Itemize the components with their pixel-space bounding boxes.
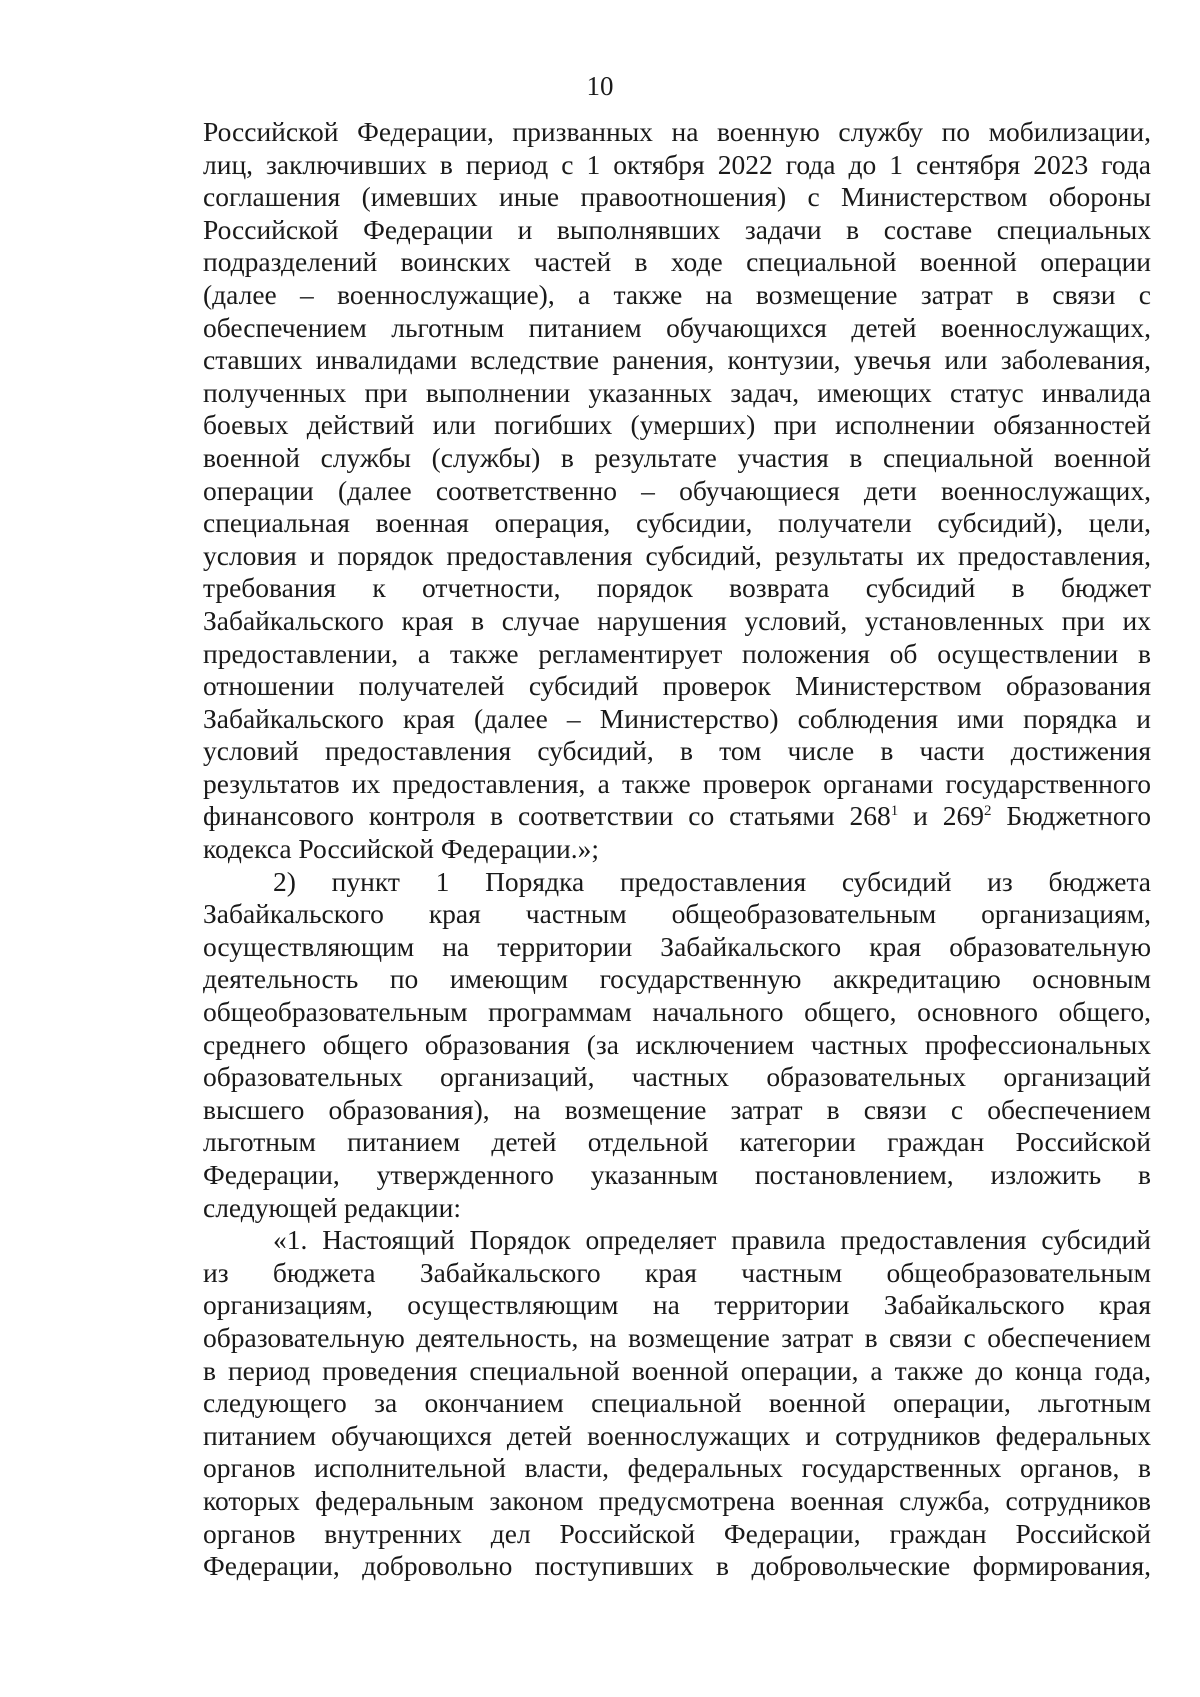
text-line: образовательных организаций, частных образовательных организаций — [203, 1061, 1151, 1093]
text-line: из бюджета Забайкальского края частным общеобразовательным — [203, 1256, 1151, 1288]
text-line: следующего за окончанием специальной военной операции, льготным — [203, 1387, 1151, 1419]
superscript: 1 — [890, 803, 899, 820]
text-line: операции (далее соответственно – обучающиеся дети военнослужащих, — [203, 474, 1151, 506]
text-segment: и 269 — [898, 800, 984, 832]
text-line: соглашения (имевших иные правоотношения) с Министерством обороны — [203, 181, 1151, 213]
text-line: Федерации, утвержденного указанным постановлением, изложить в — [203, 1159, 1151, 1190]
text-line: лиц, заключивших в период с 1 октября 2022 года до 1 сентября 2023 года — [203, 148, 1151, 180]
text-line: Российской Федерации, призванных на военную службу по мобилизации, — [203, 116, 1151, 147]
text-line: условий предоставления субсидий, в том числе в части достижения — [203, 735, 1151, 767]
text-line — [203, 800, 1151, 833]
text-line: Федерации, добровольно поступивших в добровольческие формирования, — [203, 1550, 1151, 1582]
text-line: требования к отчетности, порядок возврата субсидий в бюджет — [203, 572, 1151, 604]
text-line: Забайкальского края частным общеобразовательным организациям, — [203, 898, 1151, 930]
text-line: боевых действий или погибших (умерших) при исполнении обязанностей — [203, 409, 1151, 441]
paragraph — [203, 116, 1151, 866]
paragraph — [203, 866, 1151, 1225]
text-line: «1. Настоящий Порядок определяет правила предоставления субсидий — [273, 1224, 1151, 1256]
text-line: отношении получателей субсидий проверок Министерством образования — [203, 670, 1151, 702]
text-line: образовательную деятельность, на возмещение затрат в связи с обеспечением — [203, 1321, 1151, 1353]
text-line: которых федеральным законом предусмотрена военная служба, сотрудников — [203, 1484, 1151, 1516]
text-line: обеспечением льготным питанием обучающихся детей военнослужащих, — [203, 311, 1151, 343]
text-line: органов исполнительной власти, федеральных государственных органов, в — [203, 1452, 1151, 1484]
text-segment: Бюджетного — [991, 800, 1151, 832]
text-line: подразделений воинских частей в ходе специальной военной операции — [203, 246, 1151, 278]
text-line: 2) пункт 1 Порядка предоставления субсидий из бюджета — [273, 865, 1151, 897]
text-line: военной службы (службы) в результате участия в специальной военной — [203, 441, 1151, 473]
page-number: 10 — [586, 71, 614, 101]
text-line: общеобразовательным программам начального общего, основного общего, — [203, 996, 1151, 1028]
paragraph — [203, 1224, 1151, 1583]
text-line: предоставлении, а также регламентирует положения об осуществлении в — [203, 637, 1151, 669]
text-line: среднего общего образования (за исключением частных профессиональных — [203, 1028, 1151, 1060]
text-line: (далее – военнослужащие), а также на возмещение затрат в связи с — [203, 278, 1151, 310]
text-segment: финансового контроля в соответствии со статьями 268 — [203, 800, 891, 832]
text-line: кодекса Российской Федерации.»; — [203, 833, 599, 865]
text-line: ставших инвалидами вследствие ранения, контузии, увечья или заболевания, — [203, 344, 1151, 376]
text-line: Российской Федерации и выполнявших задачи в составе специальных — [203, 213, 1151, 245]
text-line: в период проведения специальной военной операции, а также до конца года, — [203, 1354, 1151, 1386]
superscript: 2 — [983, 803, 992, 820]
text-line: высшего образования), на возмещение затрат в связи с обеспечением — [203, 1093, 1151, 1125]
text-line: льготным питанием детей отдельной категории граждан Российской — [203, 1126, 1151, 1158]
text-line: результатов их предоставления, а также проверок органами государственного — [203, 767, 1151, 799]
document-body — [203, 116, 1151, 1583]
text-line: специальная военная операция, субсидии, получатели субсидий), цели, — [203, 507, 1151, 539]
text-line: деятельность по имеющим государственную аккредитацию основным — [203, 963, 1151, 995]
text-line: осуществляющим на территории Забайкальского края образовательную — [203, 930, 1151, 962]
text-line: Забайкальского края в случае нарушения условий, установленных при их — [203, 604, 1151, 636]
text-line: организациям, осуществляющим на территории Забайкальского края — [203, 1289, 1151, 1321]
text-line: следующей редакции: — [203, 1191, 461, 1223]
text-line: полученных при выполнении указанных задач, имеющих статус инвалида — [203, 376, 1151, 408]
text-line: питанием обучающихся детей военнослужащих и сотрудников федеральных — [203, 1419, 1151, 1451]
text-line: условия и порядок предоставления субсидий, результаты их предоставления, — [203, 539, 1151, 571]
text-line: Забайкальского края (далее – Министерство) соблюдения ими порядка и — [203, 702, 1151, 734]
text-line: органов внутренних дел Российской Федерации, граждан Российской — [203, 1517, 1151, 1549]
